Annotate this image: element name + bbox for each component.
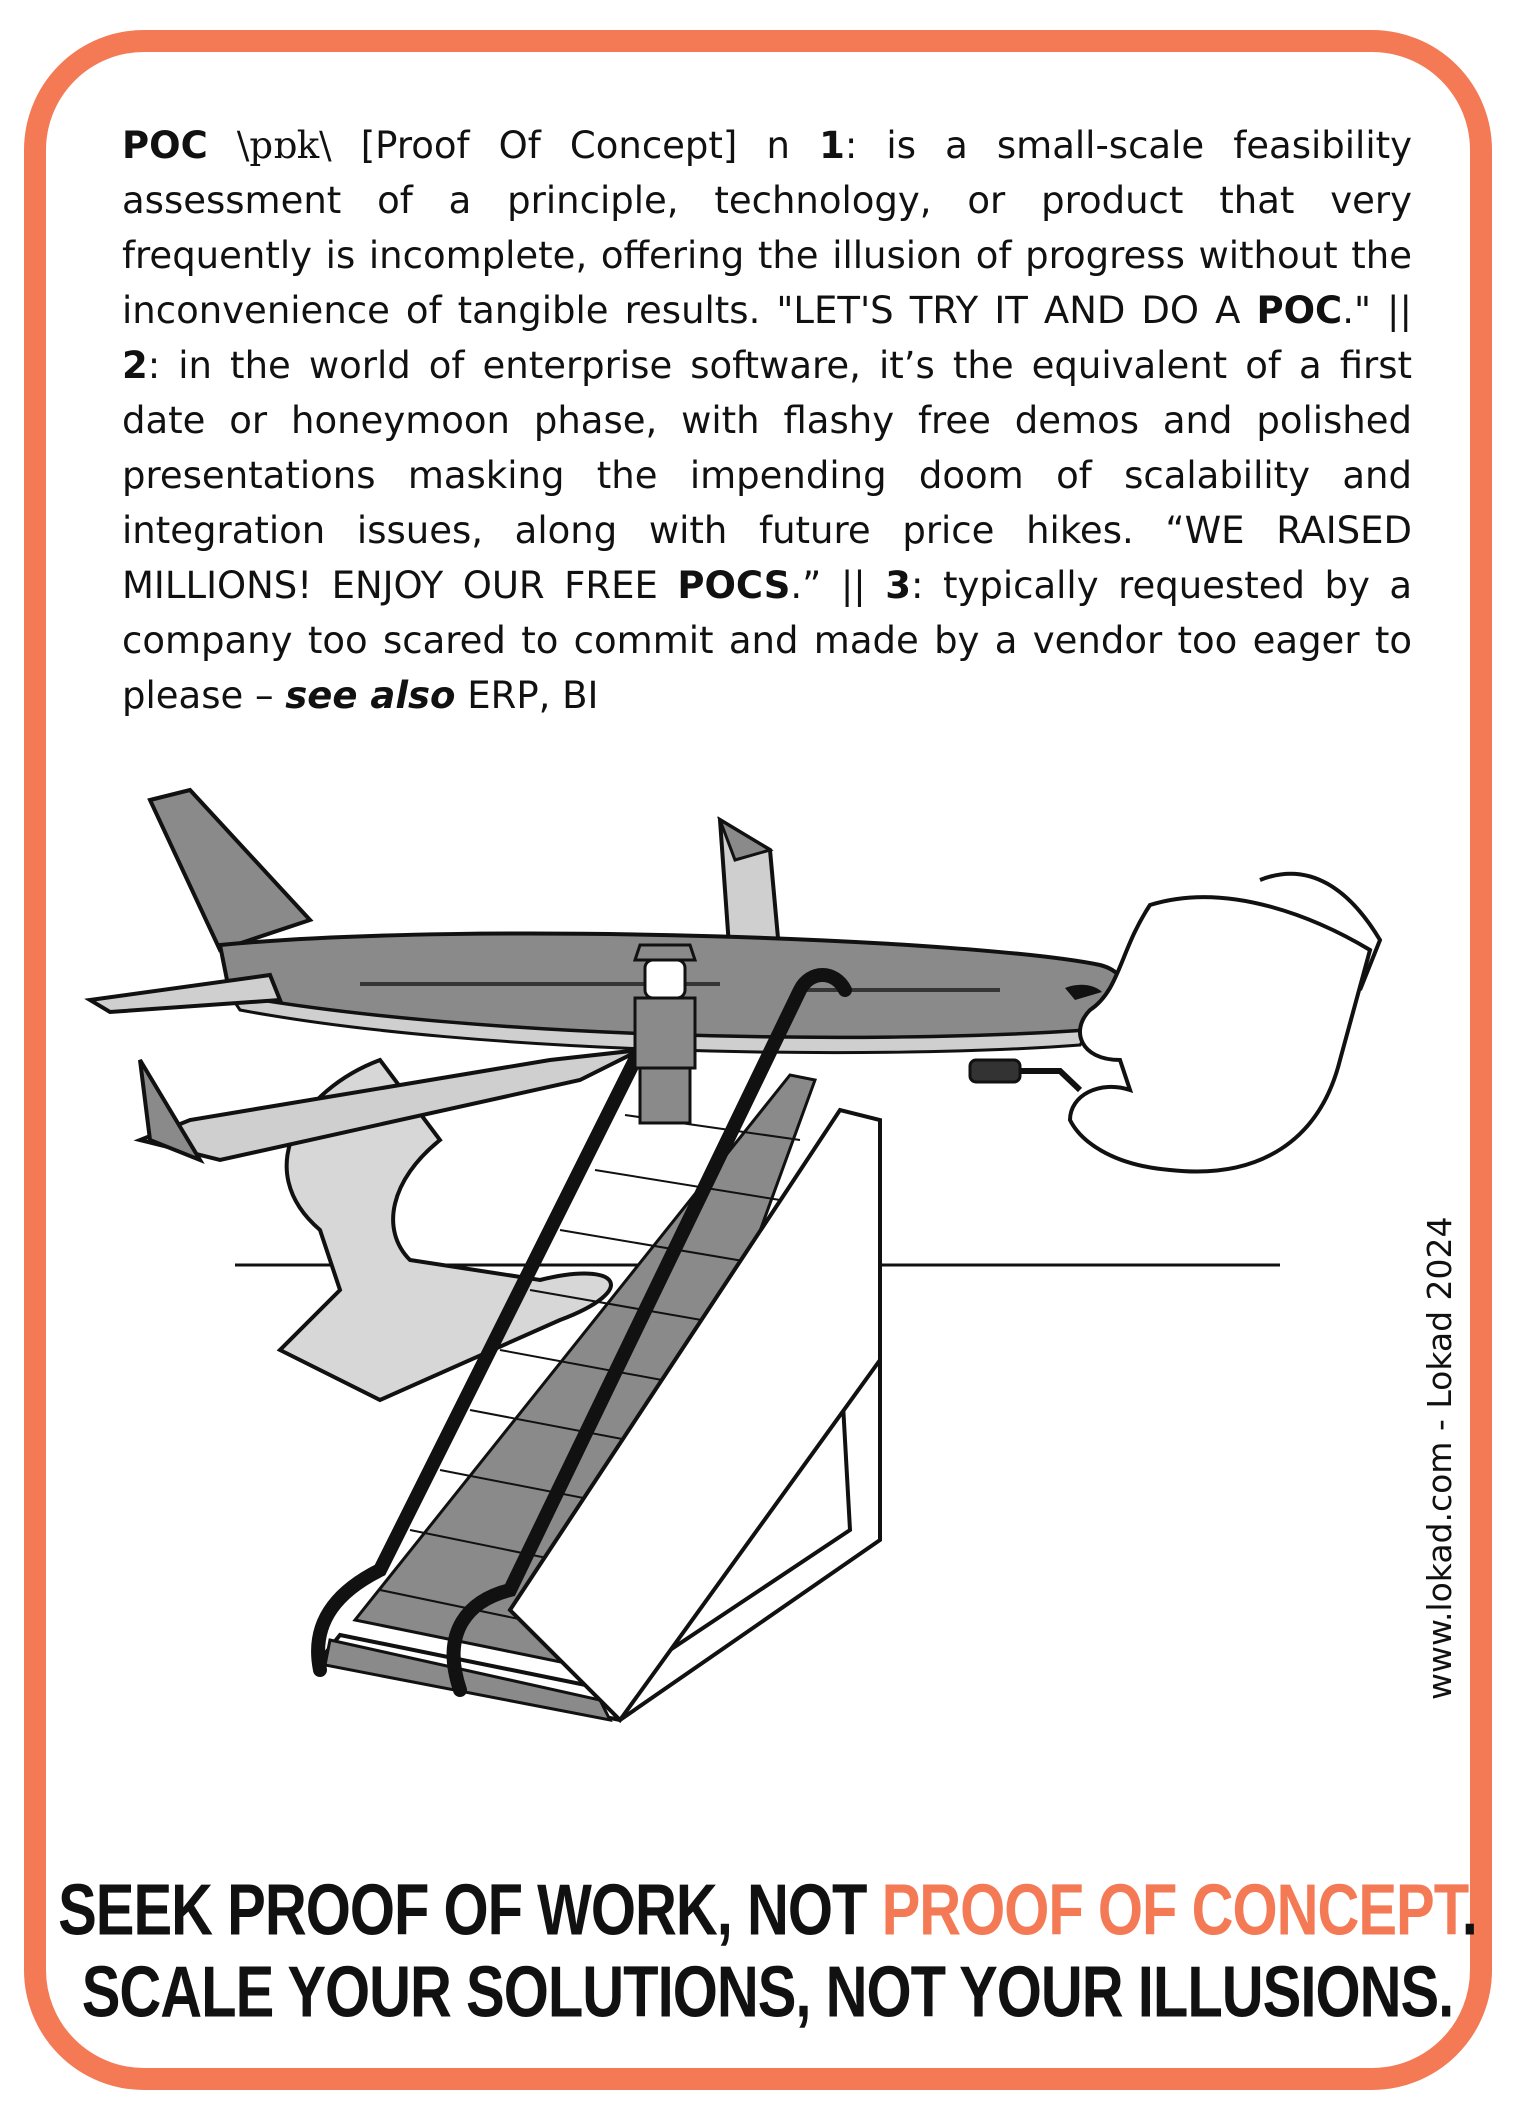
sense-1-text: : is a small-scale feasibility assessment of a principle, technology, or product that very frequently is incomplete, offering the illusion of progress without the inconvenience of tangible results. "LET'S TRY IT AND DO A	[122, 124, 1413, 332]
bold-poc: POC	[1256, 289, 1343, 332]
see-also: see also	[285, 674, 456, 717]
definition-text	[122, 118, 1412, 723]
bold-pocs: POCS	[677, 564, 791, 607]
sense-3-text: : typically requested by a company too scared to commit and made by a vendor too eager to please –	[122, 564, 1412, 717]
sense-1-end: ." ||	[1342, 289, 1412, 332]
tail-fin	[150, 790, 310, 950]
tagline-line-1	[0, 1868, 1535, 1952]
sense-number-2: 2	[122, 344, 148, 387]
expansion: [Proof Of Concept] n	[360, 124, 790, 167]
tagline-line-2: SCALE YOUR SOLUTIONS, NOT YOUR ILLUSIONS.	[81, 1951, 1454, 2033]
phonetic: \pɒk\	[236, 124, 332, 167]
tagline-accent: PROOF OF CONCEPT	[881, 1869, 1462, 1951]
pilot-figure	[635, 945, 695, 1123]
see-also-terms: ERP, BI	[455, 674, 599, 717]
term: POC	[122, 124, 208, 167]
hand	[1070, 897, 1370, 1171]
tagline-line-1-start: SEEK PROOF OF WORK, NOT	[58, 1869, 882, 1951]
sense-2-text: : in the world of enterprise software, it’s the equivalent of a first date or honeymoon phase, with flashy free demos and polished presentations masking the impending doom of scalability and integration issues, along with future price hikes. “WE RAISED MILLIONS! ENJOY OUR FREE	[122, 344, 1412, 607]
crank-handle	[970, 1060, 1020, 1082]
credit-text: www.lokad.com - Lokad 2024	[1420, 1216, 1459, 1700]
sense-number-3: 3	[885, 564, 911, 607]
sense-number-1: 1	[819, 124, 845, 167]
sense-2-end: .” ||	[790, 564, 886, 607]
illustration	[80, 760, 1460, 1770]
tagline-line-1-end: .	[1461, 1869, 1477, 1951]
